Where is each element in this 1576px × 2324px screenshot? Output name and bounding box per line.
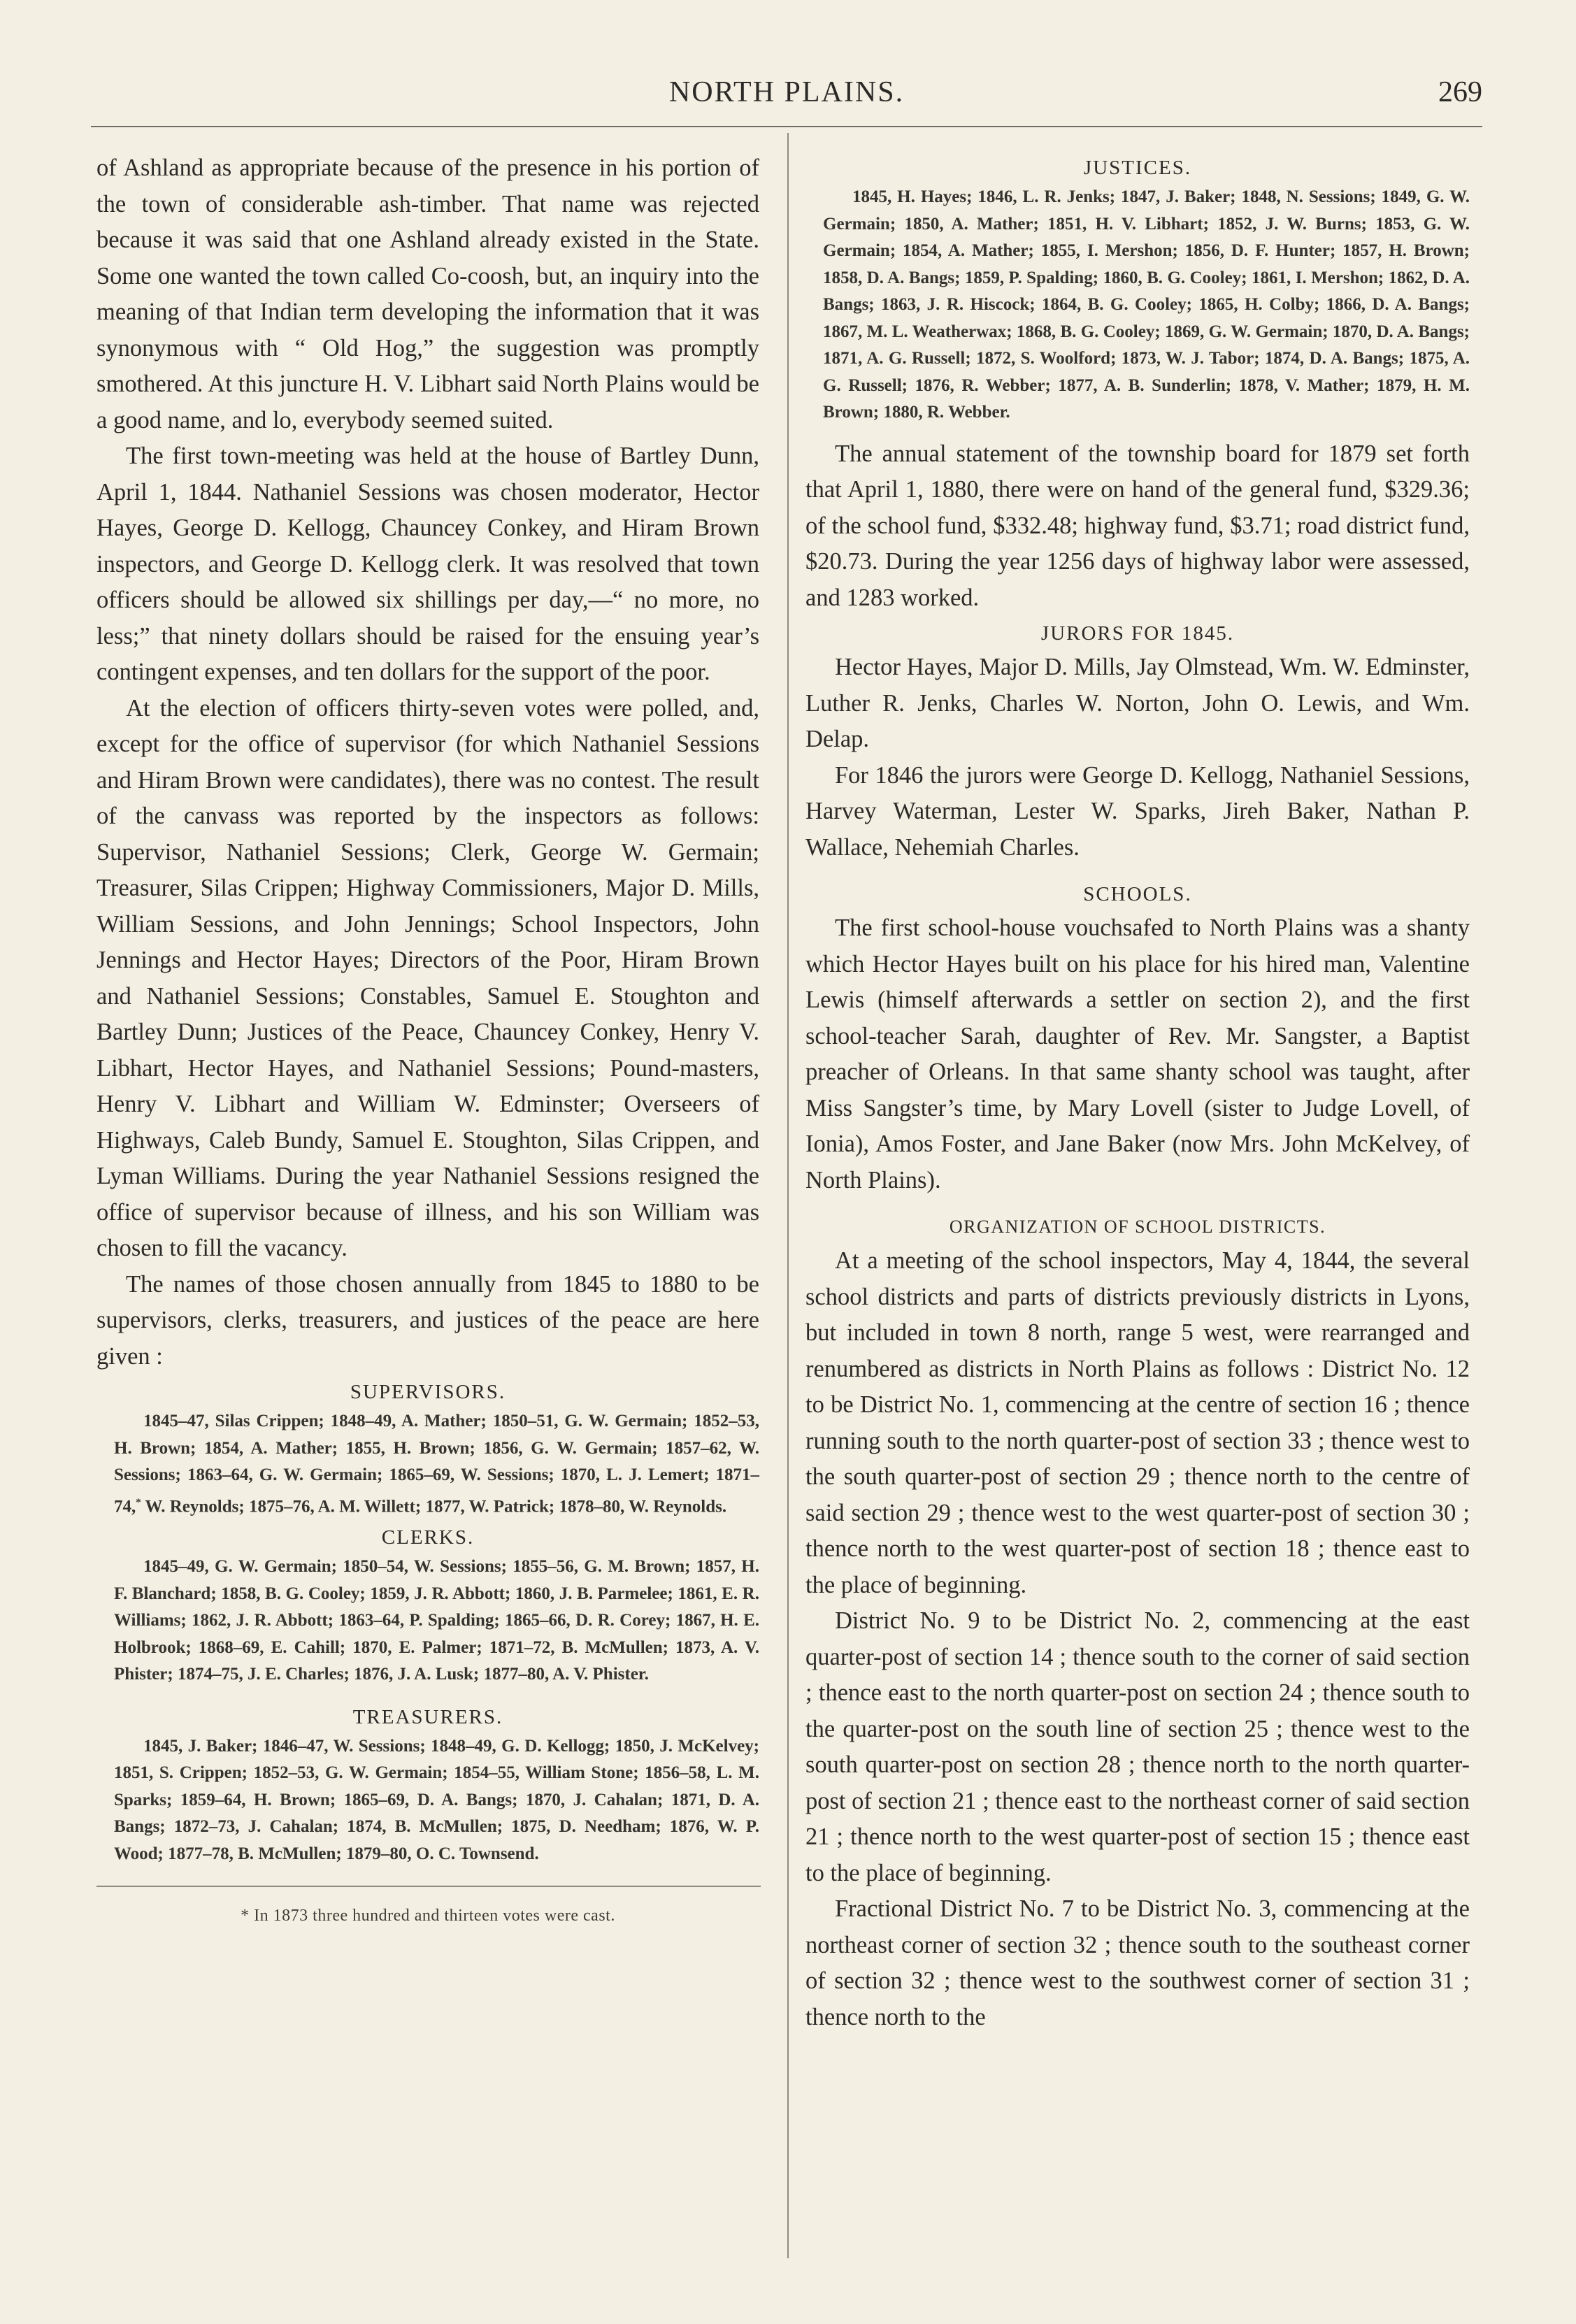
running-title: NORTH PLAINS. [668,76,905,108]
paragraph-district-3: Fractional District No. 7 to be District No. 3, commencing at the northeast corner of section 32 ; thence south to the southeast corner of section 32 ; thence west to the southwest corner of section 31 ; thence north to the [805,1895,1470,2030]
jurors-heading: JURORS FOR 1845. [1040,622,1235,645]
paragraph-jurors-1846: For 1846 the jurors were George D. Kellogg, Nathaniel Sessions, Harvey Waterman, Lester W. Sparks, Jireh Baker, Nathan P. Wallace, Nehemiah Charles. [805,761,1470,861]
paragraph-annual-statement: The annual statement of the township board for 1879 set forth that April 1, 1880, there were on hand of the general fund, $329.36; of the school fund, $332.48; highway fund, $3.71; road district fund, $20.73. During the year 1256 days of highway labor were assessed, and 1283 worked. [805,440,1470,611]
supervisors-heading: SUPERVISORS. [350,1381,506,1403]
justices-list: 1845, H. Hayes; 1846, L. R. Jenks; 1847, J. Baker; 1848, N. Sessions; 1849, G. W. Germain; 1850, A. Mather; 1851, H. V. Libhart; 1852, J. W. Burns; 1853, G. W. Germain; 1854, A. Mather; 1855, I. Mershon; 1856, D. F. Hunter; 1857, H. Brown; 1858, D. A. Bangs; 1859, P. Spalding; 1860, B. G. Cooley; 1861, I. Mershon; 1862, D. A. Bangs; 1863, J. R. Hiscock; 1864, B. G. Cooley; 1865, H. Colby; 1866, D. A. Bangs; 1867, M. L. Weatherwax; 1868, B. G. Cooley; 1869, G. W. Germain; 1870, D. A. Bangs; 1871, A. G. Russell; 1872, S. Woolford; 1873, W. J. Tabor; 1874, D. A. Bangs; 1875, A. G. Russell; 1876, R. Webber; 1877, A. B. Sunderlin; 1878, V. Mather; 1879, H. M. Brown; 1880, R. Webber. [823,187,1470,422]
footnote: * In 1873 three hundred and thirteen votes were cast. [241,1907,615,1925]
paragraph-district-2: District No. 9 to be District No. 2, commencing at the east quarter-post of section 14 ; thence south to the corner of said section ; thence east to the north quarter-post on section 24 ; thence south to the quarter-post on the south line of section 25 ; thence west to the south quarter-post on section 28 ; thence north to the north quarter-post of section 21 ; thence east to the northeast corner of said section 21 ; thence north to the west quarter-post of section 15 ; thence east to the place of beginning. [805,1607,1470,1886]
paragraph-election: At the election of officers thirty-seven votes were polled, and, except for the office of supervisor (for which Nathaniel Sessions and Hiram Brown were candidates), there was no contest. The result of the canvass was reported by the inspectors as follows: Supervisor, Nathaniel Sessions; Clerk, George W. Germain; Treasurer, Silas Crippen; Highway Commissioners, Major D. Mills, William Sessions, and John Jennings; School Inspectors, John Jennings and Hector Hayes; Directors of the Poor, Hiram Brown and Nathaniel Sessions; Constables, Samuel E. Stoughton and Bartley Dunn; Justices of the Peace, Chauncey Conkey, Henry V. Libhart, Hector Hayes, and Nathaniel Sessions; Pound-masters, Henry V. Libhart and William W. Edminster; Overseers of Highways, Caleb Bundy, Samuel E. Stoughton, Silas Crippen, and Lyman Williams. During the year Nathaniel Sessions resigned the office of supervisor because of illness, and his son William was chosen to fill the vacancy. [96,694,759,1261]
page-header [91,70,1482,127]
supervisors-list-part-2: W. Reynolds; 1875–76, A. M. Willett; 1877, W. Patrick; 1878–80, W. Reynolds. [141,1496,727,1516]
paragraph-first-town-meeting: The first town-meeting was held at the house of Bartley Dunn, April 1, 1844. Nathaniel Sessions was chosen moderator, Hector Hayes, George D. Kellogg, Chauncey Conkey, and Hiram Brown inspectors, and George D. Kellogg clerk. It was resolved that town officers should be allowed six shillings per day,—“ no more, no less;” that ninety dollars should be raised for the ensuing year’s contingent expenses, and ten dollars for the support of the poor. [96,443,759,685]
footnote-marker: * [136,1496,141,1508]
justices-heading: JUSTICES. [1083,157,1192,179]
footnote-rule [96,1886,761,1887]
paragraph-jurors-1845: Hector Hayes, Major D. Mills, Jay Olmstead, Wm. W. Edminster, Luther R. Jenks, Charles W. Norton, John O. Lewis, and Wm. Delap. [805,654,1470,752]
column-divider [787,133,789,2258]
left-column [96,150,759,1935]
treasurers-list: 1845, J. Baker; 1846–47, W. Sessions; 1848–49, G. D. Kellogg; 1850, J. McKelvey; 1851, S. Crippen; 1852–53, G. W. Germain; 1854–55, William Stone; 1856–58, L. M. Sparks; 1859–64, H. Brown; 1865–69, D. A. Bangs; 1870, J. Cahalan; 1871, D. A. Bangs; 1872–73, J. Cahalan; 1874, B. McMullen; 1875, D. Needham; 1876, W. P. Wood; 1877–78, B. McMullen; 1879–80, O. C. Townsend. [114,1736,759,1863]
page-number: 269 [1438,76,1482,108]
clerks-heading: CLERKS. [381,1526,475,1549]
paragraph-ashland: of Ashland as appropriate because of the presence in his portion of the town of considerable ash-timber. That name was rejected because it was said that one Ashland already existed in the State. Some one wanted the town called Co-coosh, but, an inquiry into the meaning of that Indian term developing the information that it was synonymous with “ Old Hog,” the suggestion was promptly smothered. At this juncture H. V. Libhart said North Plains would be a good name, and lo, everybody seemed suited. [96,155,759,433]
organization-heading: ORGANIZATION OF SCHOOL DISTRICTS. [949,1217,1326,1237]
schools-heading: SCHOOLS. [1083,883,1192,905]
right-column [805,150,1470,2035]
paragraph-schools: The first school-house vouchsafed to North Plains was a shanty which Hector Hayes built on his place for his hired man, Valentine Lewis (himself afterwards a settler on section 2), and the first school-teacher Sarah, daughter of Rev. Mr. Sangster, a Baptist preacher of Orleans. In that same shanty school was taught, after Miss Sangster’s time, by Mary Lovell (sister to Judge Lovell, of Ionia), Amos Foster, and Jane Baker (now Mrs. John McKelvey, of North Plains). [805,914,1470,1193]
clerks-list: 1845–49, G. W. Germain; 1850–54, W. Sessions; 1855–56, G. M. Brown; 1857, H. F. Blanchard; 1858, B. G. Cooley; 1859, J. R. Abbott; 1860, J. B. Parmelee; 1861, E. R. Williams; 1862, J. R. Abbott; 1863–64, P. Spalding; 1865–66, D. R. Corey; 1867, H. E. Holbrook; 1868–69, E. Cahill; 1870, E. Palmer; 1871–72, B. McMullen; 1873, A. V. Phister; 1874–75, J. E. Charles; 1876, J. A. Lusk; 1877–80, A. V. Phister. [114,1557,759,1684]
paragraph-district-1: At a meeting of the school inspectors, May 4, 1844, the several school districts and parts of districts previously districts in Lyons, but included in town 8 north, range 5 west, were rearranged and renumbered as districts in North Plains as follows : District No. 12 to be District No. 1, commencing at the centre of section 16 ; thence running south to the north quarter-post of section 33 ; thence west to the south quarter-post of section 29 ; thence north to the centre of said section 29 ; thence west to the west quarter-post of section 30 ; thence north to the west quarter-post of section 18 ; thence east to the place of beginning. [805,1247,1470,1598]
supervisors-list [96,1408,759,1520]
paragraph-officers-intro: The names of those chosen annually from 1845 to 1880 to be supervisors, clerks, treasurers, and justices of the peace are here given : [96,1270,759,1370]
treasurers-heading: TREASURERS. [352,1705,503,1728]
supervisors-list-part-1: 1845–47, Silas Crippen; 1848–49, A. Mather; 1850–51, G. W. Germain; 1852–53, H. Brown; 1854, A. Mather; 1855, H. Brown; 1856, G. W. Germain; 1857–62, W. Sessions; 1863–64, G. W. Germain; 1865–69, W. Sessions; 1870, L. J. Lemert; 1871–74, [114,1412,759,1516]
